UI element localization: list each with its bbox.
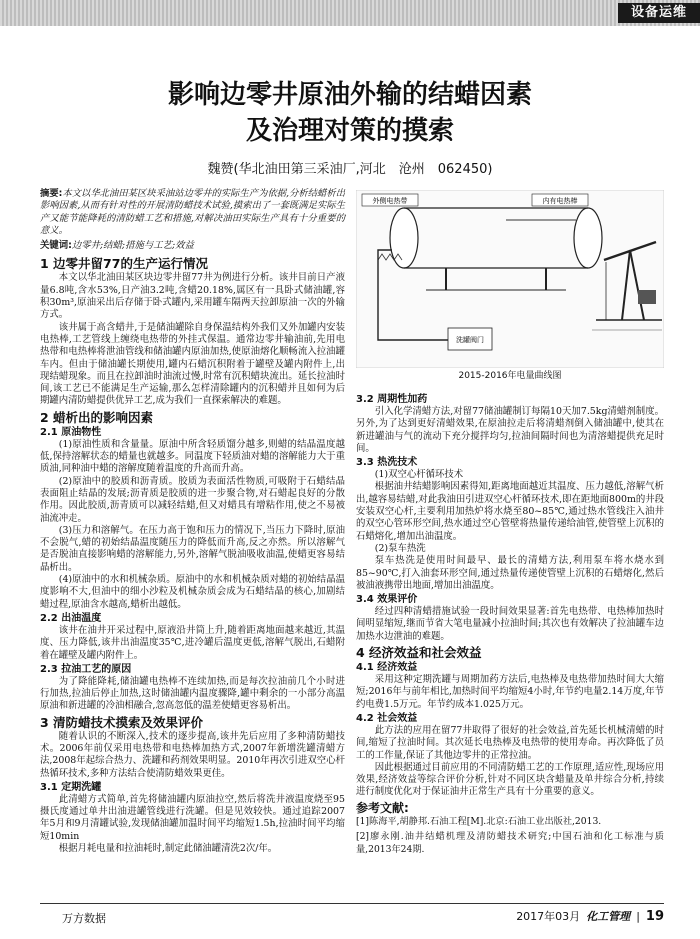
figure-tank-diagram (356, 190, 664, 385)
keywords-label: 关键词: (40, 240, 72, 252)
footer-rule (40, 903, 664, 904)
paragraph: 泵车热洗是使用时间最早、最长的清蜡方法,利用泵车将水烧水到85~90℃,打入油套环形空间,通过热量传递使管壁上沉积的石蜡熔化,然后被油液携带出地面,增加出油温度。 (356, 555, 664, 591)
paragraph: 该井属于高含蜡井,于是储油罐除自身保温结构外我们又外加罐内安装电热棒,工艺管线上缠绕电热带的外挂式保温。通常边零井输油前,先用电热带和电热棒将泄油管线和储油罐内原油加热,使原油熔化顺畅流入拉油罐车内。但由于储油罐长期使用,罐内石蜡沉积附着于罐壁及罐内附件上,出现结蜡现象。而且在拉卸油时油流过慢,时常有沉积蜡块流出。延长拉油时间,该工艺已不能满足生产运输,那么怎样清除罐内的沉积蜡并且如何为后期罐内清防蜡提供优异工艺,成为我们一直探索解决的难题。 (40, 321, 345, 407)
paragraph: 该井在油井开采过程中,原液沿井筒上升,随着距离地面越来越近,其温度、压力降低,该井出油温度35℃,进冷罐后温度更低,溶解气脱出,石蜡附着在罐壁及罐内附件上。 (40, 624, 345, 661)
paragraph: (2)泵车热洗 (374, 542, 426, 554)
article-title-line2: 及治理对策的摸索 (245, 116, 454, 146)
paragraph: 根据油井结蜡影响因素得知,距离地面越近其温度、压力越低,溶解气析出,越容易结蜡,对此我油田引进双空心杆循环技术,即在距地面800m的井段安装双空心杆,主要利用加热炉将水烧至80~85℃,通过热水管线注入油井的双空心管环形空间,热水通过空心管壁将热量传递给油管,使管壁上沉积的石蜡熔化,增加出油温度。 (356, 481, 664, 542)
article-title-line1: 影响边零井原油外输的结蜡因素 (167, 80, 532, 110)
abstract (40, 188, 345, 237)
subsection-heading: 3.2 周期性加药 (356, 394, 428, 405)
author-line: 魏赞(华北油田第三采油厂,河北 沧州 062450) (207, 162, 493, 177)
paragraph: 本文以华北油田某区块边零井留77井为例进行分析。该井目前日产液量6.8吨,含水53%,日产油3.2吨,含蜡20.18%,属区有一具卧式储油罐,容积30m³,原油采出后存储于卧式罐内,采用罐车隔两天拉卸原油一次的外输方式。 (40, 272, 345, 321)
footer-source: 万方数据 (62, 912, 106, 925)
paragraph: 采用这种定期洗罐与周期加药方法后,电热棒及电热带加热时间大大缩短;2016年与前年相比,加热时间平均缩短4小时,年节约电量2.14万度,年节约电费1.5万元。年节约成本1.025万元。 (356, 674, 664, 710)
subsection-heading: 3.3 热洗技术 (356, 457, 418, 469)
figure-caption: 2015-2016年电量曲线图 (458, 371, 562, 381)
subsection-heading: 2.1 原油物性 (40, 426, 102, 438)
label-outer-belt: 外侧电热带 (372, 197, 408, 205)
paragraph: 此清蜡方式简单,首先将储油罐内原油拉空,然后将洗井液温度烧至95摄氏度通过单井出油进罐管线进行洗罐。但是见效较快。通过追踪2007年5月和9月清罐试验,发现储油罐加温时间平均缩短1.5h,拉油时间平均缩短10min (40, 793, 345, 842)
header-bar (0, 0, 700, 26)
subsection-heading: 4.2 社会效益 (356, 712, 418, 724)
abstract-text: 本文以华北油田某区块采油站边零井的实际生产为依据,分析结蜡析出影响因素,从而有针对性的开展清防蜡技术试验,摸索出了一套既满足实际生产又能节能降耗的清防蜡工艺和措施,对解决油田实际生产具有十分重要的意义。 (40, 188, 345, 236)
page-number: 19 (645, 909, 664, 924)
paragraph: 因此根据通过目前应用的不同清防蜡工艺的工作原理,适应性,现场应用效果,经济效益等综合评价分析,针对不同区块含蜡量及单井综合分析,持续进行制度优化对于保证油井正常生产具有十分重要的意义。 (356, 761, 664, 798)
paragraph: (2)原油中的胶质和沥青质。胶质为表面活性物质,可吸附于石蜡结晶表面阻止结晶的发展;沥青质是胶质的进一步聚合物,对石蜡起良好的分散作用。因此胶质,沥青质可以减轻结蜡,但又对蜡具有增粘作用,使之不易被油流冲走。 (40, 475, 345, 524)
reference-item: [2]廖永刚.油井结蜡机理及清防蜡技术研究;中国石油和化工标准与质量,2013年24期. (356, 831, 664, 855)
subsection-heading: 4.1 经济效益 (356, 662, 418, 674)
paragraph: 为了降能降耗,储油罐电热棒不连续加热,而是每次拉油前几个小时进行加热,拉油后停止加热,这时储油罐内温度骤降,罐中剩余的一小部分高温原油和新进罐的冷油相融合,忽高忽低的温差使蜡更容易析出。 (40, 675, 345, 712)
pumpjack-weight (638, 290, 656, 304)
reference-item: [1]陈海平,胡静邦.石油工程[M].北京:石油工业出版社,2013. (356, 816, 602, 828)
paragraph: 随着认识的不断深入,技术的逐步提高,该井先后应用了多种清防蜡技术。2006年前仅采用电热带和电热棒加热方式,2007年新增洗罐清蜡方法,2008年起综合热力、洗罐和药剂效果明显。2010年再次引进双空心杆热循环技术,多种方法结合使清防蜡效果更佳。 (40, 730, 345, 779)
section-label: 设备运维 (618, 3, 700, 23)
subsection-heading: 2.3 拉油工艺的原因 (40, 663, 132, 675)
keywords-text: 边零井;结蜡;措施与工艺;效益 (71, 240, 194, 252)
right-column (356, 392, 664, 859)
section-2-heading: 2 蜡析出的影响因素 (40, 409, 154, 425)
keywords (40, 240, 345, 252)
section-4-heading: 4 经济效益和社会效益 (356, 645, 482, 661)
footer-journal: 化工管理 (586, 910, 631, 923)
paragraph: (3)压力和溶解气。在压力高于饱和压力的情况下,当压力下降时,原油不会脱气,蜡的初始结晶温度随压力的降低而升高,反之亦然。所以溶解气是否脱油直接影响蜡的溶解能力,另外,溶解气脱油吸收油温,使蜡更容易结晶析出。 (40, 524, 345, 573)
references-heading: 参考文献: (356, 800, 409, 815)
paragraph: (1)原油性质和含量量。原油中所含轻质馏分越多,则蜡的结晶温度越低,保持溶解状态的蜡量也就越多。同温度下轻质油对蜡的溶解能力大于重质油,同种油中蜡的溶解度随着温度的升高而升高。 (40, 438, 345, 475)
label-inner-rod: 内有电热棒 (542, 197, 578, 205)
left-column (40, 188, 345, 855)
paragraph: (1)双空心杆循环技术 (374, 469, 464, 481)
section-3-heading: 3 清防蜡技术摸索及效果评价 (40, 714, 204, 730)
tank-diagram (356, 190, 664, 368)
abstract-label: 摘要: (40, 188, 63, 199)
subsection-heading: 2.2 出油温度 (40, 612, 102, 624)
section-1-heading: 1 边零井留77的生产运行情况 (40, 256, 208, 272)
paragraph: (4)原油中的水和机械杂质。原油中的水和机械杂质对蜡的初始结晶温度影响不大,但油中的细小沙粒及机械杂质会成为石蜡结晶的核心,加剧结蜡过程,原油含水越高,蜡析出越低。 (40, 574, 345, 610)
paragraph: 根据月耗电量和拉油耗时,制定此储油罐清洗2次/年。 (58, 843, 278, 855)
label-valve: 洗罐阀门 (456, 336, 484, 344)
subsection-heading: 3.1 定期洗罐 (40, 781, 102, 793)
paragraph: 引入化学清蜡方法,对留77储油罐制订每隔10天加7.5kg清蜡剂制度。另外,为了达到更好清蜡效果,在原油拉走后将清蜡剂倒入储油罐中,使其在新进罐油与气的流动下充分搅拌均匀,拉油间隔时间也为清溶蜡提供充足时间。 (356, 406, 664, 454)
footer-date: 2017年03月 (516, 910, 581, 923)
paragraph: 此方法的应用在留77井取得了很好的社会效益,首先延长机械清蜡的时间,缩短了拉油时间。其次延长电热棒及电热带的使用寿命。再次降低了员工的工作量,保证了其他边零井的正常拉油。 (356, 724, 664, 761)
footer-info: 2017年03月 化工管理 | 19 (516, 909, 664, 924)
tank-right-end (574, 208, 602, 268)
subsection-heading: 3.4 效果评价 (356, 594, 418, 606)
paragraph: 经过四种清蜡措施试验一段时间效果显著:首先电热带、电热棒加热时间明显缩短,继而节省大笔电量减小拉油时间;其次也有效解决了拉油罐车边加热水边泄油的难题。 (356, 606, 664, 642)
